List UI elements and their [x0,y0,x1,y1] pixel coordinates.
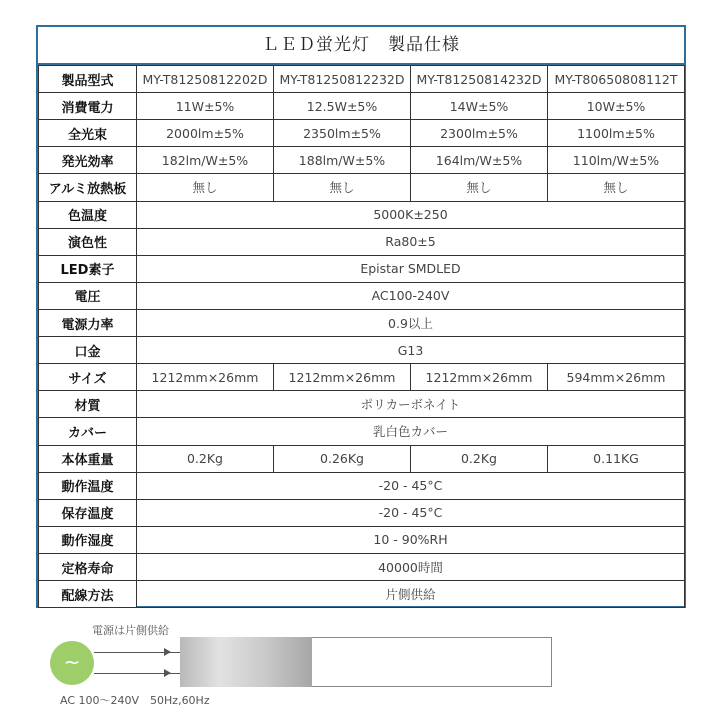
table-cell: 182lm/W±5% [137,147,274,174]
table-cell: 11W±5% [137,93,274,120]
row-label: 演色性 [39,228,137,255]
spec-table-frame [36,25,686,608]
table-row [39,364,685,391]
table-cell-merged: 片側供給 [137,581,685,608]
table-cell-merged: -20 - 45°C [137,472,685,499]
table-cell-merged: -20 - 45°C [137,499,685,526]
row-label: LED素子 [39,255,137,282]
table-row [39,120,685,147]
row-label: 製品型式 [39,66,137,93]
table-cell: MY-T81250814232D [411,66,548,93]
row-label: サイズ [39,364,137,391]
row-label: 全光束 [39,120,137,147]
ac-power-icon: ~ [50,641,94,685]
row-label: 本体重量 [39,445,137,472]
table-cell: 0.2Kg [137,445,274,472]
voltage-note: AC 100～240V 50Hz,60Hz [60,694,210,707]
wire-upper [94,652,172,653]
table-cell: 188lm/W±5% [274,147,411,174]
arrow-upper-icon [164,648,171,656]
table-cell-merged: 10 - 90%RH [137,526,685,553]
table-cell-merged: G13 [137,337,685,364]
table-cell: 12.5W±5% [274,93,411,120]
table-cell: 1100lm±5% [548,120,685,147]
table-cell: 10W±5% [548,93,685,120]
table-row [39,93,685,120]
table-cell: 110lm/W±5% [548,147,685,174]
row-label: 配線方法 [39,581,137,608]
row-label: カバー [39,418,137,445]
row-label: 電源力率 [39,309,137,336]
table-row [39,147,685,174]
table-cell: 無し [548,174,685,201]
tube-endcap [180,637,312,687]
row-label: 動作温度 [39,472,137,499]
table-cell: 1212mm×26mm [274,364,411,391]
spec-table [38,65,685,608]
table-cell-merged: AC100-240V [137,282,685,309]
table-row [39,499,685,526]
table-cell-merged: 5000K±250 [137,201,685,228]
table-cell: MY-T80650808112T [548,66,685,93]
table-row [39,228,685,255]
table-row [39,445,685,472]
table-cell: 1212mm×26mm [137,364,274,391]
row-label: 保存温度 [39,499,137,526]
row-label: 消費電力 [39,93,137,120]
table-cell: 無し [411,174,548,201]
table-row [39,472,685,499]
tube-body [312,637,552,687]
row-label: 色温度 [39,201,137,228]
pin-upper [172,652,180,653]
row-label: 電圧 [39,282,137,309]
power-note: 電源は片側供給 [92,624,169,637]
row-label: 材質 [39,391,137,418]
table-row [39,553,685,580]
table-cell: 2300lm±5% [411,120,548,147]
table-cell: 0.11KG [548,445,685,472]
table-row [39,66,685,93]
table-row [39,337,685,364]
row-label: 動作湿度 [39,526,137,553]
table-cell: 無し [137,174,274,201]
table-row [39,174,685,201]
table-row [39,418,685,445]
arrow-lower-icon [164,669,171,677]
table-cell: MY-T81250812202D [137,66,274,93]
table-cell: 2350lm±5% [274,120,411,147]
row-label: 口金 [39,337,137,364]
table-row [39,309,685,336]
table-cell: 0.2Kg [411,445,548,472]
row-label: アルミ放熱板 [39,174,137,201]
table-row [39,255,685,282]
table-cell: 594mm×26mm [548,364,685,391]
table-cell-merged: Ra80±5 [137,228,685,255]
table-cell-merged: ポリカーボネイト [137,391,685,418]
table-cell: 0.26Kg [274,445,411,472]
table-cell-merged: 0.9以上 [137,309,685,336]
row-label: 発光効率 [39,147,137,174]
table-row [39,526,685,553]
table-cell-merged: Epistar SMDLED [137,255,685,282]
row-label: 定格寿命 [39,553,137,580]
table-cell: 無し [274,174,411,201]
table-cell: 1212mm×26mm [411,364,548,391]
pin-lower [172,673,180,674]
table-cell: 14W±5% [411,93,548,120]
table-cell: 2000lm±5% [137,120,274,147]
table-row [39,391,685,418]
table-cell: MY-T81250812232D [274,66,411,93]
table-row [39,581,685,608]
table-cell-merged: 40000時間 [137,553,685,580]
table-cell-merged: 乳白色カバー [137,418,685,445]
table-cell: 164lm/W±5% [411,147,548,174]
page-title: ＬＥＤ蛍光灯 製品仕様 [38,27,684,65]
wire-lower [94,673,172,674]
table-row [39,201,685,228]
table-row [39,282,685,309]
